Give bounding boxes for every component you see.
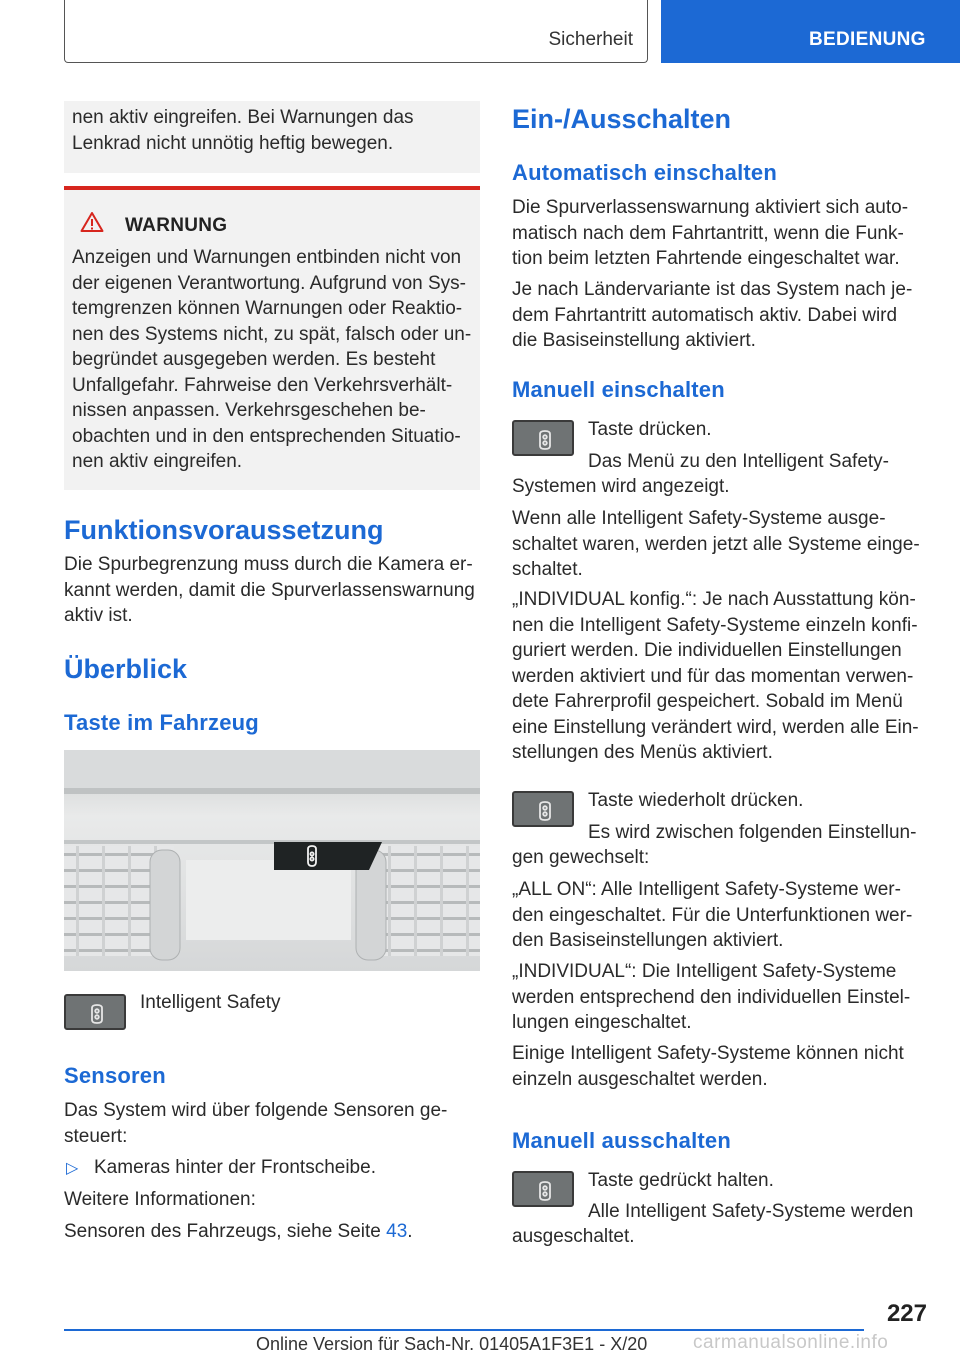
manuell-aus-heading: Manuell ausschalten — [512, 1128, 731, 1153]
taste-heading: Taste im Fahrzeug — [64, 710, 259, 735]
footer-rule — [64, 1329, 864, 1331]
manuell-ein-heading: Manuell einschalten — [512, 377, 725, 402]
tab-bedienung[interactable]: BEDIENUNG — [661, 0, 960, 63]
sensoren-reference — [64, 1219, 480, 1245]
ein-text-2: „INDIVIDUAL konfig.“: Je nach Ausstattung können die Intelligent Safety-Systeme einzeln konfiguriert werden. Die individuellen Einstellungen werden aktiviert und für das momentan verwendete Fahrerprofil gespeichert. Sobald im Menü eine Einstellung verändert wird, werden alle Einstellungen des Menüs aktiviert. — [512, 589, 919, 763]
wieder-text-1: Taste wiederholt drücken. — [588, 790, 804, 811]
assist-button-photo — [64, 750, 480, 971]
warning-text: Anzeigen und Warnungen entbinden nicht von der eigenen Verantwortung. Aufgrund von Systemgrenzen können Warnungen oder Reaktionen des Systems nicht, zu spät, falsch oder unbegründet ausgegeben werden. Es besteht Unfallgefahr. Fahrweise den Verkehrsverhältnissen anpassen. Verkehrsgeschehen beobachten und in den entsprechenden Situationen aktiv eingreifen. — [72, 247, 472, 472]
allon-text: „ALL ON“: Alle Intelligent Safety-Systeme werden eingeschaltet. Für die Unterfunktionen werden Basiseinstellungen aktiviert. — [512, 879, 913, 951]
ein-text-1: Wenn alle Intelligent Safety-Systeme ausgeschaltet waren, werden jetzt alle Systeme eingeschaltet. — [512, 508, 920, 580]
aus-text-1: Taste gedrückt halten. — [588, 1170, 774, 1191]
aus-text-2b: ausgeschaltet. — [512, 1226, 635, 1247]
sensoren-text: Das System wird über folgende Sensoren gesteuert: — [64, 1100, 448, 1147]
funktion-text: Die Spurbegrenzung muss durch die Kamera erkannt werden, damit die Spurverlassenswarnung aktiv ist. — [64, 554, 475, 626]
ein-aus-heading: Ein-/Ausschalten — [512, 104, 732, 134]
intelligent-safety-key-icon — [64, 994, 126, 1030]
ueberblick-heading: Überblick — [64, 654, 188, 684]
reference-text: Sensoren des Fahrzeugs, siehe Seite — [64, 1221, 387, 1242]
auto-text-2: Je nach Ländervariante ist das System nach jedem Fahrtantritt automatisch aktiv. Dabei wird die Basiseinstellung aktiviert. — [512, 279, 913, 351]
auto-heading: Automatisch einschalten — [512, 160, 777, 185]
header-frame — [64, 0, 648, 63]
warning-triangle-icon — [80, 211, 104, 238]
ein-key-text-2a: Das Menü zu den Intelligent Safety- — [588, 451, 890, 472]
triangle-bullet-icon: ▷ — [66, 1160, 79, 1177]
reference-end: . — [407, 1221, 413, 1242]
intelligent-safety-key-icon — [512, 1171, 574, 1207]
funktion-heading: Funktionsvoraussetzung — [64, 515, 384, 545]
ein-key-text-2b: Systemen wird angezeigt. — [512, 476, 730, 497]
auto-text-1: Die Spurverlassenswarnung aktiviert sich automatisch nach dem Fahrtantritt, wenn die Funktion beim letzten Fahrtende eingeschaltet war. — [512, 197, 909, 269]
online-version: Online Version für Sach-Nr. 01405A1F3E1 - X/20 — [256, 1334, 648, 1354]
intelligent-safety-key-icon — [512, 791, 574, 827]
page-link-43[interactable]: 43 — [386, 1221, 408, 1242]
continued-warning-box — [64, 101, 480, 173]
einige-text: Einige Intelligent Safety-Systeme können nicht einzeln ausgeschaltet werden. — [512, 1043, 904, 1090]
aus-text-2a: Alle Intelligent Safety-Systeme werden — [588, 1201, 914, 1222]
ein-key-text-1: Taste drücken. — [588, 419, 712, 440]
warning-box — [64, 190, 480, 490]
warning-title: WARNUNG — [125, 215, 228, 236]
page-number: 227 — [886, 1300, 927, 1327]
continued-warning-text: nen aktiv eingreifen. Bei Warnungen das Lenkrad nicht unnötig heftig bewegen. — [72, 107, 414, 154]
bullet-item: Kameras hinter der Frontscheibe. — [94, 1157, 376, 1178]
weitere-informationen: Weitere Informationen: — [64, 1189, 256, 1210]
sensoren-heading: Sensoren — [64, 1063, 166, 1088]
wieder-text-2b: gen gewechselt: — [512, 847, 650, 868]
section-title: Sicherheit — [548, 29, 633, 50]
wieder-text-2a: Es wird zwischen folgenden Einstellun- — [588, 822, 917, 843]
watermark: carmanualsonline.info — [693, 1332, 889, 1353]
key-label: Intelligent Safety — [140, 992, 281, 1013]
individual-text: „INDIVIDUAL“: Die Intelligent Safety-Systeme werden entsprechend den individuellen Einstellungen eingeschaltet. — [512, 961, 911, 1033]
intelligent-safety-key-icon — [512, 420, 574, 456]
